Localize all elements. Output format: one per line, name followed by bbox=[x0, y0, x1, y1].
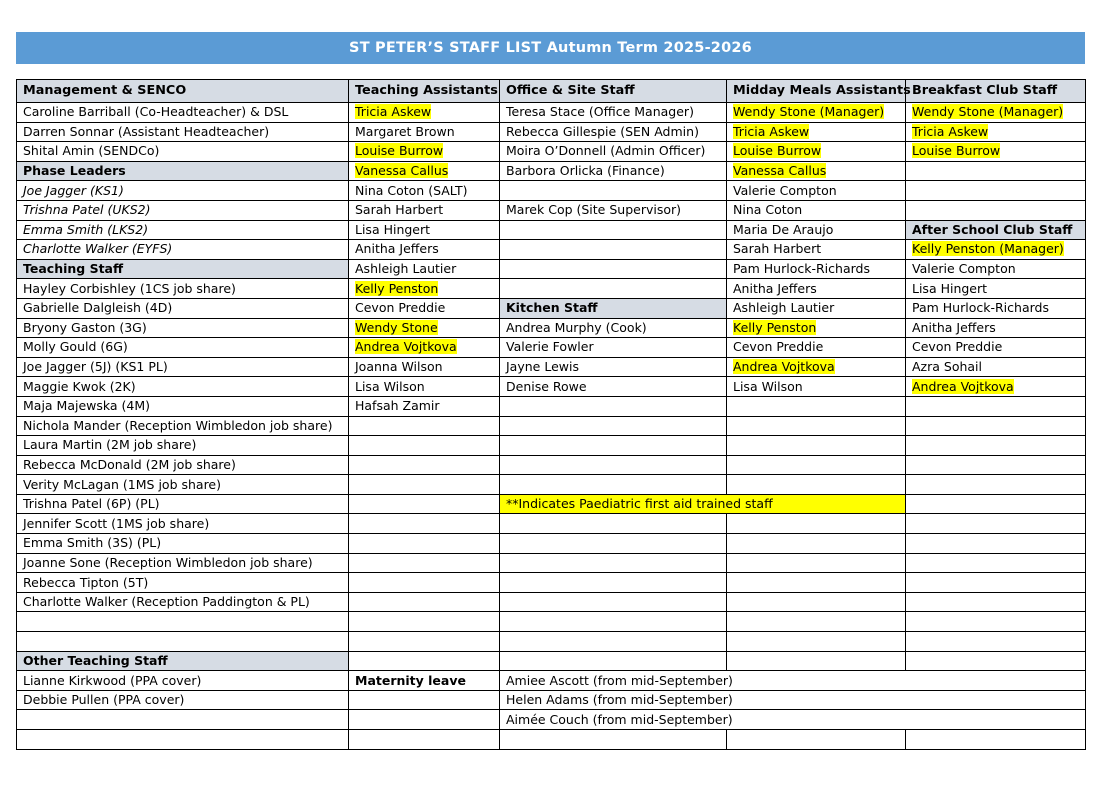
table-cell bbox=[17, 259, 349, 279]
table-row bbox=[17, 436, 1086, 456]
table-cell bbox=[727, 377, 906, 397]
table-cell bbox=[349, 338, 500, 358]
cell-text: Gabrielle Dalgleish (4D) bbox=[23, 300, 173, 316]
table-cell bbox=[17, 690, 349, 710]
cell-text: Anitha Jeffers bbox=[355, 241, 439, 257]
table-cell bbox=[906, 455, 1086, 475]
table-cell bbox=[906, 592, 1086, 612]
table-cell bbox=[500, 534, 727, 554]
table-cell bbox=[349, 592, 500, 612]
table-cell bbox=[349, 220, 500, 240]
table-cell bbox=[349, 240, 500, 260]
table-cell bbox=[17, 534, 349, 554]
table-cell bbox=[349, 690, 500, 710]
header-management: Management & SENCO bbox=[17, 80, 349, 103]
cell-text: Andrea Vojtkova bbox=[733, 359, 835, 375]
table-cell bbox=[349, 142, 500, 162]
cell-text: Maternity leave bbox=[355, 672, 466, 688]
table-row bbox=[17, 142, 1086, 162]
table-cell bbox=[906, 377, 1086, 397]
cell-text: Kelly Penston bbox=[733, 319, 817, 335]
cell-text: Lisa Hingert bbox=[355, 221, 431, 237]
table-cell bbox=[727, 298, 906, 318]
cell-text: Joanne Sone (Reception Wimbledon job share) bbox=[23, 554, 313, 570]
table-cell bbox=[727, 200, 906, 220]
table-cell bbox=[500, 200, 727, 220]
table-cell bbox=[906, 514, 1086, 534]
table-cell bbox=[349, 436, 500, 456]
table-cell bbox=[727, 475, 906, 495]
cell-text: Tricia Askew bbox=[912, 123, 989, 139]
table-cell bbox=[349, 396, 500, 416]
cell-text: Aimée Couch (from mid-September) bbox=[506, 711, 733, 727]
table-cell bbox=[727, 514, 906, 534]
table-cell bbox=[727, 122, 906, 142]
cell-text: Hayley Corbishley (1CS job share) bbox=[23, 280, 236, 296]
cell-text: Denise Rowe bbox=[506, 378, 587, 394]
table-cell bbox=[500, 240, 727, 260]
cell-text: Vanessa Callus bbox=[355, 163, 449, 179]
table-row bbox=[17, 710, 1086, 730]
table-cell bbox=[727, 730, 906, 750]
table-cell bbox=[17, 357, 349, 377]
table-cell bbox=[906, 298, 1086, 318]
table-row bbox=[17, 240, 1086, 260]
table-cell bbox=[500, 416, 727, 436]
cell-text: Lisa Wilson bbox=[733, 378, 803, 394]
table-row bbox=[17, 396, 1086, 416]
table-cell bbox=[727, 181, 906, 201]
cell-text: Cevon Preddie bbox=[912, 339, 1003, 355]
table-cell bbox=[906, 338, 1086, 358]
table-row bbox=[17, 298, 1086, 318]
table-row bbox=[17, 730, 1086, 750]
cell-text: Andrea Vojtkova bbox=[912, 378, 1014, 394]
table-cell bbox=[727, 161, 906, 181]
table-cell bbox=[727, 592, 906, 612]
cell-text: Andrea Vojtkova bbox=[355, 339, 457, 355]
table-row bbox=[17, 416, 1086, 436]
table-cell bbox=[349, 671, 500, 691]
cell-text: Other Teaching Staff bbox=[23, 652, 168, 668]
cell-text: Emma Smith (LKS2) bbox=[23, 221, 149, 237]
table-cell bbox=[500, 161, 727, 181]
table-cell bbox=[500, 632, 727, 652]
table-cell bbox=[906, 220, 1086, 240]
table-cell bbox=[500, 338, 727, 358]
page-title: ST PETER’S STAFF LIST Autumn Term 2025-2026 bbox=[16, 32, 1085, 64]
table-cell bbox=[349, 377, 500, 397]
table-cell bbox=[906, 632, 1086, 652]
table-cell bbox=[727, 279, 906, 299]
table-cell bbox=[500, 651, 727, 671]
table-cell bbox=[349, 122, 500, 142]
cell-text: Anitha Jeffers bbox=[733, 280, 817, 296]
table-cell bbox=[500, 103, 727, 123]
table-cell bbox=[906, 357, 1086, 377]
table-cell bbox=[500, 671, 1086, 691]
table-cell bbox=[349, 416, 500, 436]
cell-text: Molly Gould (6G) bbox=[23, 339, 128, 355]
table-cell bbox=[500, 455, 727, 475]
table-cell bbox=[906, 279, 1086, 299]
table-cell bbox=[906, 475, 1086, 495]
cell-text: Wendy Stone (Manager) bbox=[733, 104, 885, 120]
table-cell bbox=[727, 103, 906, 123]
table-row bbox=[17, 651, 1086, 671]
table-cell bbox=[906, 396, 1086, 416]
table-cell bbox=[727, 612, 906, 632]
table-cell bbox=[906, 142, 1086, 162]
table-row bbox=[17, 357, 1086, 377]
table-cell bbox=[349, 632, 500, 652]
table-row bbox=[17, 494, 1086, 514]
cell-text: Emma Smith (3S) (PL) bbox=[23, 535, 162, 551]
table-cell bbox=[349, 534, 500, 554]
cell-text: Sarah Harbert bbox=[355, 202, 444, 218]
table-cell bbox=[906, 612, 1086, 632]
table-cell bbox=[500, 259, 727, 279]
table-cell bbox=[17, 592, 349, 612]
table-cell bbox=[500, 475, 727, 495]
table-cell bbox=[17, 338, 349, 358]
cell-text: Teaching Staff bbox=[23, 261, 124, 277]
table-cell bbox=[17, 730, 349, 750]
cell-text: Valerie Fowler bbox=[506, 339, 594, 355]
table-cell bbox=[349, 298, 500, 318]
table-cell bbox=[17, 455, 349, 475]
cell-text: Trishna Patel (UKS2) bbox=[23, 202, 151, 218]
cell-text: Joanna Wilson bbox=[355, 359, 443, 375]
table-cell bbox=[17, 651, 349, 671]
cell-text: Jayne Lewis bbox=[506, 359, 579, 375]
table-row bbox=[17, 318, 1086, 338]
table-cell bbox=[349, 161, 500, 181]
cell-text: Louise Burrow bbox=[733, 143, 822, 159]
table-cell bbox=[500, 181, 727, 201]
table-cell bbox=[727, 534, 906, 554]
table-cell bbox=[906, 318, 1086, 338]
table-row bbox=[17, 103, 1086, 123]
cell-text: Pam Hurlock-Richards bbox=[912, 300, 1049, 316]
table-cell bbox=[500, 730, 727, 750]
cell-text: Valerie Compton bbox=[733, 182, 837, 198]
cell-text: Marek Cop (Site Supervisor) bbox=[506, 202, 682, 218]
table-cell bbox=[500, 396, 727, 416]
table-cell bbox=[906, 416, 1086, 436]
cell-text: Valerie Compton bbox=[912, 261, 1016, 277]
table-cell bbox=[17, 494, 349, 514]
table-row bbox=[17, 161, 1086, 181]
cell-text: Pam Hurlock-Richards bbox=[733, 261, 870, 277]
cell-text: Rebecca Gillespie (SEN Admin) bbox=[506, 123, 699, 139]
cell-text: Andrea Murphy (Cook) bbox=[506, 319, 647, 335]
table-cell bbox=[500, 690, 1086, 710]
table-cell bbox=[727, 553, 906, 573]
cell-text: Tricia Askew bbox=[355, 104, 432, 120]
cell-text: Rebecca Tipton (5T) bbox=[23, 574, 149, 590]
cell-text: After School Club Staff bbox=[912, 221, 1073, 237]
cell-text: Laura Martin (2M job share) bbox=[23, 437, 197, 453]
table-row bbox=[17, 259, 1086, 279]
table-cell bbox=[17, 436, 349, 456]
cell-text: Darren Sonnar (Assistant Headteacher) bbox=[23, 123, 270, 139]
cell-text: Sarah Harbert bbox=[733, 241, 822, 257]
table-cell bbox=[500, 220, 727, 240]
table-cell bbox=[906, 240, 1086, 260]
cell-text: Hafsah Zamir bbox=[355, 398, 440, 414]
table-row bbox=[17, 455, 1086, 475]
table-cell bbox=[500, 553, 727, 573]
cell-text: Azra Sohail bbox=[912, 359, 982, 375]
cell-text: Shital Amin (SENDCo) bbox=[23, 143, 160, 159]
table-cell bbox=[349, 200, 500, 220]
cell-text: Helen Adams (from mid-September) bbox=[506, 692, 733, 708]
table-cell bbox=[727, 142, 906, 162]
table-cell bbox=[17, 475, 349, 495]
cell-text: Margaret Brown bbox=[355, 123, 455, 139]
table-cell bbox=[906, 436, 1086, 456]
cell-text: Lisa Hingert bbox=[912, 280, 988, 296]
table-cell bbox=[906, 651, 1086, 671]
cell-text: Charlotte Walker (EYFS) bbox=[23, 241, 173, 257]
table-cell bbox=[500, 612, 727, 632]
table-cell bbox=[17, 671, 349, 691]
cell-text: Maggie Kwok (2K) bbox=[23, 378, 136, 394]
table-row bbox=[17, 573, 1086, 593]
table-cell bbox=[349, 710, 500, 730]
staff-table bbox=[16, 79, 1086, 750]
table-cell bbox=[17, 377, 349, 397]
table-cell bbox=[727, 455, 906, 475]
table-row bbox=[17, 534, 1086, 554]
table-cell bbox=[349, 651, 500, 671]
table-cell bbox=[349, 259, 500, 279]
table-cell bbox=[17, 279, 349, 299]
table-cell bbox=[349, 730, 500, 750]
cell-text: Caroline Barriball (Co-Headteacher) & DSL bbox=[23, 104, 289, 120]
cell-text: Joe Jagger (5J) (KS1 PL) bbox=[23, 359, 168, 375]
cell-text: Nichola Mander (Reception Wimbledon job share) bbox=[23, 417, 333, 433]
table-cell bbox=[17, 514, 349, 534]
table-cell bbox=[349, 181, 500, 201]
table-cell bbox=[727, 632, 906, 652]
cell-text: Amiee Ascott (from mid-September) bbox=[506, 672, 733, 688]
table-cell bbox=[500, 377, 727, 397]
table-row bbox=[17, 220, 1086, 240]
table-cell bbox=[500, 122, 727, 142]
cell-text: Anitha Jeffers bbox=[912, 319, 996, 335]
table-cell bbox=[727, 651, 906, 671]
cell-text: Rebecca McDonald (2M job share) bbox=[23, 456, 236, 472]
table-cell bbox=[17, 298, 349, 318]
table-cell bbox=[17, 122, 349, 142]
table-cell bbox=[906, 122, 1086, 142]
cell-text: Wendy Stone (Manager) bbox=[912, 104, 1064, 120]
table-row bbox=[17, 671, 1086, 691]
table-cell bbox=[349, 357, 500, 377]
table-cell bbox=[17, 416, 349, 436]
table-row bbox=[17, 553, 1086, 573]
header-midday-meals: Midday Meals Assistants bbox=[727, 80, 906, 103]
table-cell bbox=[17, 161, 349, 181]
table-cell bbox=[349, 514, 500, 534]
table-row bbox=[17, 279, 1086, 299]
table-cell bbox=[17, 573, 349, 593]
cell-text: Debbie Pullen (PPA cover) bbox=[23, 692, 185, 708]
table-cell bbox=[17, 142, 349, 162]
table-header-row bbox=[17, 80, 1086, 103]
table-cell bbox=[906, 181, 1086, 201]
table-cell bbox=[17, 710, 349, 730]
table-cell bbox=[500, 436, 727, 456]
table-cell bbox=[727, 318, 906, 338]
table-row bbox=[17, 377, 1086, 397]
cell-text: Barbora Orlicka (Finance) bbox=[506, 163, 665, 179]
table-cell bbox=[17, 612, 349, 632]
cell-text: Moira O’Donnell (Admin Officer) bbox=[506, 143, 706, 159]
table-row bbox=[17, 592, 1086, 612]
table-row bbox=[17, 514, 1086, 534]
header-breakfast-club: Breakfast Club Staff bbox=[906, 80, 1086, 103]
table-cell bbox=[727, 573, 906, 593]
cell-text: Kelly Penston (Manager) bbox=[912, 241, 1064, 257]
cell-text: Joe Jagger (KS1) bbox=[23, 182, 124, 198]
cell-text: Charlotte Walker (Reception Paddington & PL) bbox=[23, 594, 310, 610]
cell-text: Kelly Penston bbox=[355, 280, 439, 296]
cell-text: Kitchen Staff bbox=[506, 300, 598, 316]
table-cell bbox=[906, 259, 1086, 279]
cell-text: Cevon Preddie bbox=[355, 300, 446, 316]
header-office-site: Office & Site Staff bbox=[500, 80, 727, 103]
table-row bbox=[17, 632, 1086, 652]
table-cell bbox=[349, 103, 500, 123]
cell-text: Tricia Askew bbox=[733, 123, 810, 139]
cell-text: Jennifer Scott (1MS job share) bbox=[23, 515, 210, 531]
table-cell bbox=[727, 259, 906, 279]
table-cell bbox=[17, 396, 349, 416]
cell-text: Wendy Stone bbox=[355, 319, 438, 335]
cell-text: Lisa Wilson bbox=[355, 378, 425, 394]
table-cell bbox=[349, 318, 500, 338]
table-cell bbox=[906, 573, 1086, 593]
table-cell bbox=[349, 279, 500, 299]
table-cell bbox=[727, 416, 906, 436]
table-cell bbox=[349, 494, 500, 514]
table-cell bbox=[500, 318, 727, 338]
table-row bbox=[17, 338, 1086, 358]
table-cell bbox=[17, 181, 349, 201]
cell-text: Lianne Kirkwood (PPA cover) bbox=[23, 672, 202, 688]
table-cell bbox=[500, 357, 727, 377]
table-cell bbox=[17, 220, 349, 240]
table-cell bbox=[17, 103, 349, 123]
cell-text: Bryony Gaston (3G) bbox=[23, 319, 147, 335]
cell-text: Maja Majewska (4M) bbox=[23, 398, 151, 414]
table-cell bbox=[17, 240, 349, 260]
header-teaching-assistants: Teaching Assistants bbox=[349, 80, 500, 103]
cell-text: Vanessa Callus bbox=[733, 163, 827, 179]
cell-text: Nina Coton bbox=[733, 202, 803, 218]
table-cell bbox=[349, 612, 500, 632]
table-row bbox=[17, 690, 1086, 710]
first-aid-note bbox=[500, 494, 906, 514]
table-cell bbox=[906, 103, 1086, 123]
cell-text: Ashleigh Lautier bbox=[355, 261, 457, 277]
table-cell bbox=[349, 573, 500, 593]
table-cell bbox=[727, 436, 906, 456]
table-cell bbox=[906, 553, 1086, 573]
table-cell bbox=[727, 396, 906, 416]
cell-text: Louise Burrow bbox=[355, 143, 444, 159]
table-cell bbox=[17, 318, 349, 338]
table-cell bbox=[500, 298, 727, 318]
cell-text: Teresa Stace (Office Manager) bbox=[506, 104, 694, 120]
table-cell bbox=[727, 240, 906, 260]
table-cell bbox=[906, 494, 1086, 514]
cell-text: Cevon Preddie bbox=[733, 339, 824, 355]
table-cell bbox=[349, 475, 500, 495]
cell-text: Nina Coton (SALT) bbox=[355, 182, 468, 198]
table-cell bbox=[500, 142, 727, 162]
table-cell bbox=[727, 338, 906, 358]
table-cell bbox=[906, 200, 1086, 220]
table-row bbox=[17, 200, 1086, 220]
table-cell bbox=[727, 357, 906, 377]
cell-text: Louise Burrow bbox=[912, 143, 1001, 159]
table-cell bbox=[17, 553, 349, 573]
table-cell bbox=[17, 200, 349, 220]
table-row bbox=[17, 122, 1086, 142]
table-cell bbox=[906, 534, 1086, 554]
table-cell bbox=[500, 514, 727, 534]
table-cell bbox=[727, 220, 906, 240]
cell-text: **Indicates Paediatric first aid trained staff bbox=[506, 496, 773, 512]
table-cell bbox=[17, 632, 349, 652]
cell-text: Maria De Araujo bbox=[733, 221, 834, 237]
cell-text: Trishna Patel (6P) (PL) bbox=[23, 496, 160, 512]
table-row bbox=[17, 181, 1086, 201]
cell-text: Verity McLagan (1MS job share) bbox=[23, 476, 222, 492]
table-cell bbox=[500, 279, 727, 299]
table-cell bbox=[906, 161, 1086, 181]
table-cell bbox=[500, 710, 1086, 730]
table-row bbox=[17, 612, 1086, 632]
table-cell bbox=[500, 592, 727, 612]
table-cell bbox=[500, 573, 727, 593]
table-cell bbox=[349, 553, 500, 573]
table-cell bbox=[906, 730, 1086, 750]
table-cell bbox=[349, 455, 500, 475]
table-row bbox=[17, 475, 1086, 495]
cell-text: Phase Leaders bbox=[23, 163, 126, 179]
cell-text: Ashleigh Lautier bbox=[733, 300, 835, 316]
